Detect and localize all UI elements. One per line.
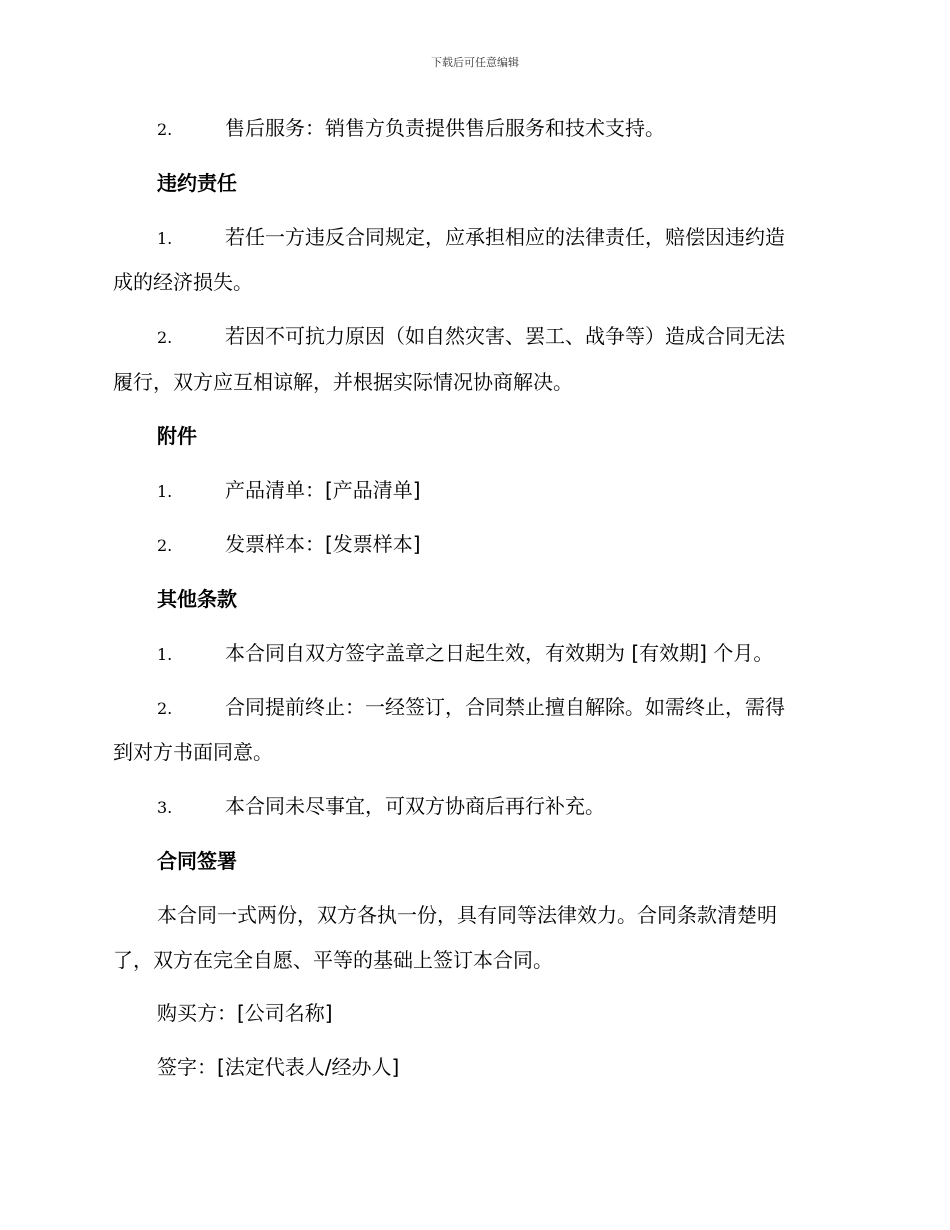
signing-paragraph-line-2: 了，双方在完全自愿、平等的基础上签订本合同。 [113, 948, 553, 972]
list-number: 2. [157, 120, 173, 139]
buyer-line: 购买方：[公司名称] [157, 1001, 333, 1025]
list-number: 1. [157, 482, 173, 501]
list-number: 2. [157, 699, 173, 718]
list-number: 2. [157, 328, 173, 347]
other-item-1: 本合同自双方签字盖章之日起生效，有效期为 [有效期] 个月。 [225, 641, 774, 665]
section-heading-other-terms: 其他条款 [157, 587, 237, 611]
other-item-2-line-1: 合同提前终止：一经签订，合同禁止擅自解除。如需终止，需得 [225, 695, 785, 719]
signing-paragraph-line-1: 本合同一式两份，双方各执一份，具有同等法律效力。合同条款清楚明 [157, 903, 777, 927]
section-heading-breach: 违约责任 [157, 171, 237, 195]
list-number: 1. [157, 229, 173, 248]
signature-line: 签字：[法定代表人/经办人] [157, 1055, 400, 1079]
breach-item-1-line-2: 成的经济损失。 [113, 270, 253, 294]
list-number: 3. [157, 798, 173, 817]
list-number: 1. [157, 645, 173, 664]
section-heading-attachments: 附件 [157, 424, 197, 448]
breach-item-2-line-2: 履行，双方应互相谅解，并根据实际情况协商解决。 [113, 370, 573, 394]
attachment-item-2: 发票样本：[发票样本] [225, 532, 421, 556]
other-item-3: 本合同未尽事宜，可双方协商后再行补充。 [225, 794, 605, 818]
breach-item-1-line-1: 若任一方违反合同规定，应承担相应的法律责任，赔偿因违约造 [225, 225, 785, 249]
section-heading-signing: 合同签署 [157, 849, 237, 873]
attachment-item-1: 产品清单：[产品清单] [225, 478, 421, 502]
aftersales-item-2: 售后服务：销售方负责提供售后服务和技术支持。 [225, 116, 665, 140]
other-item-2-line-2: 到对方书面同意。 [113, 740, 273, 764]
list-number: 2. [157, 536, 173, 555]
breach-item-2-line-1: 若因不可抗力原因（如自然灾害、罢工、战争等）造成合同无法 [225, 324, 785, 348]
page-header-note: 下载后可任意编辑 [431, 56, 519, 69]
